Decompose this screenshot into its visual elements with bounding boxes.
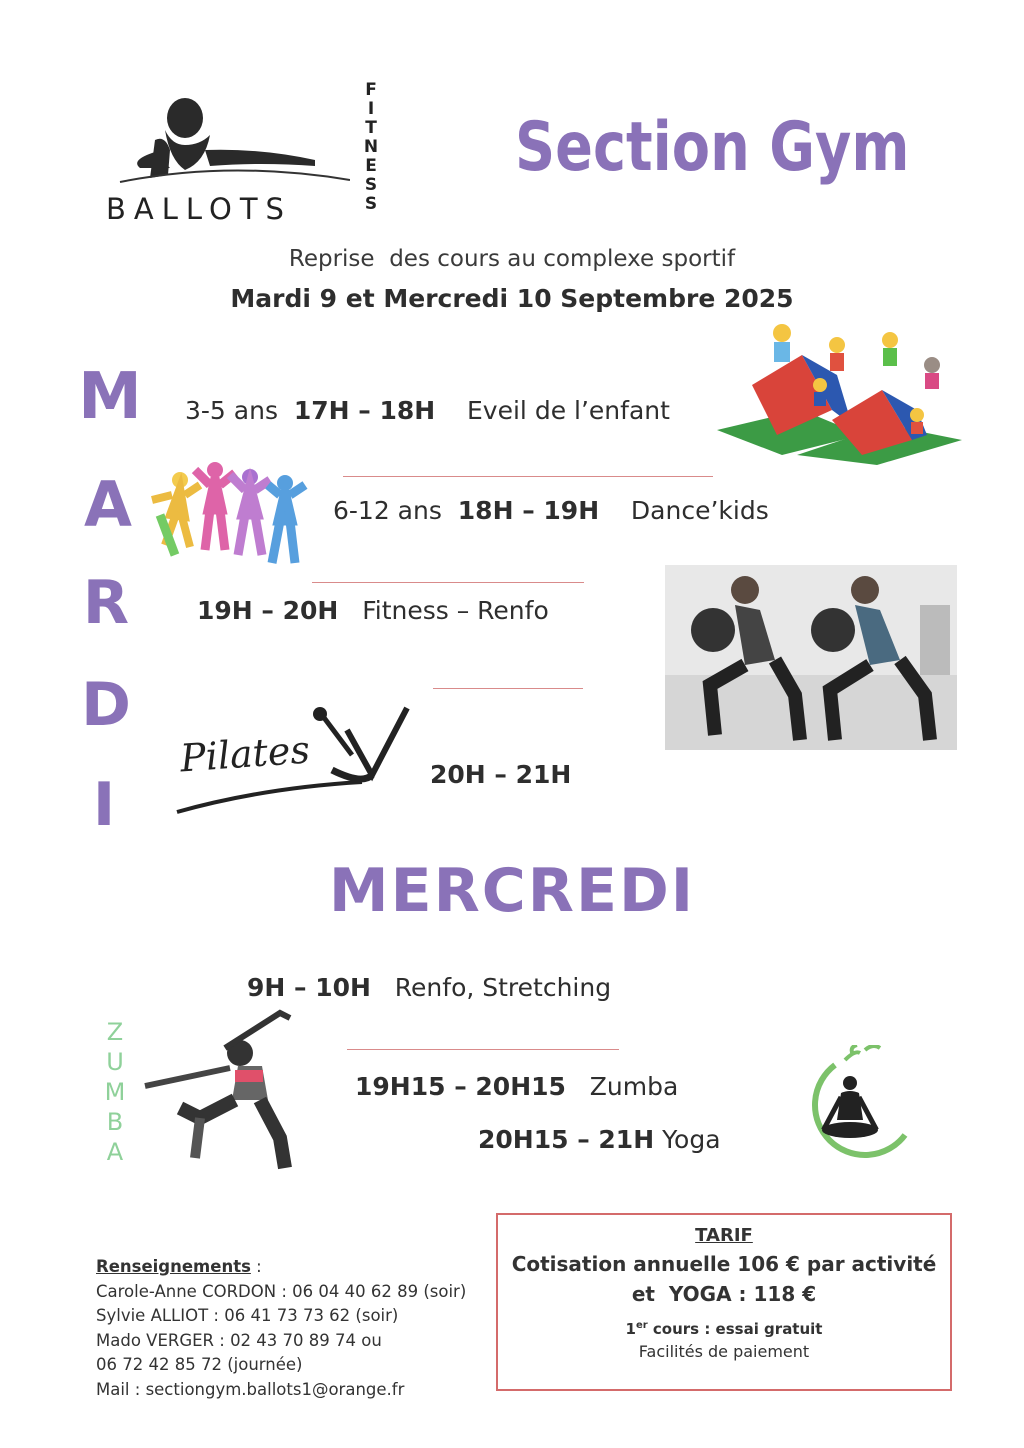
zumba-letter: U [106, 1048, 124, 1076]
logo-letter: E [365, 156, 377, 176]
mardi-letter: D [81, 670, 131, 740]
zumba-letter: A [106, 1138, 124, 1166]
pilates-logo [172, 700, 422, 820]
yoga-meditation-icon [805, 1045, 915, 1170]
page-title: Section Gym [515, 108, 910, 187]
contacts-heading-row [96, 1255, 466, 1280]
tarif-payment-line: Facilités de paiement [638, 1342, 810, 1361]
separator-line [312, 582, 584, 583]
contact-line: Mado VERGER : 02 43 70 89 74 ou [96, 1330, 382, 1350]
row-activity: Zumba [589, 1072, 679, 1101]
logo-letter: I [367, 99, 375, 119]
zumba-dancer-image [140, 1008, 315, 1173]
row-activity: Renfo, Stretching [394, 973, 612, 1002]
tarif-box [496, 1213, 952, 1391]
contact-email: Mail : sectiongym.ballots1@orange.fr [96, 1379, 405, 1399]
row-age: 6-12 ans [333, 496, 442, 525]
row-activity: Fitness – Renfo [362, 596, 549, 625]
mardi-letter: M [78, 360, 142, 434]
tarif-trial-line [498, 1320, 950, 1338]
mercredi-row-yoga [478, 1125, 721, 1154]
contacts-section [96, 1255, 466, 1402]
mardi-letter: R [82, 568, 130, 638]
mercredi-heading: MERCREDI [328, 856, 696, 926]
logo-letter: F [365, 80, 377, 100]
mardi-row-pilates [430, 760, 571, 789]
contacts-heading: Renseignements [96, 1257, 251, 1276]
mardi-row-eveil [185, 396, 670, 425]
logo-letter: S [364, 194, 378, 214]
mardi-row-fitness [197, 596, 549, 625]
row-activity: Eveil de l’enfant [467, 396, 670, 425]
intro-dates: Mardi 9 et Mercredi 10 Septembre 2025 [230, 284, 794, 313]
tarif-trial-prefix: 1 [625, 1320, 636, 1338]
intro-line: Reprise des cours au complexe sportif [288, 246, 736, 272]
tarif-heading: TARIF [695, 1225, 753, 1246]
contact-line: 06 72 42 85 72 (journée) [96, 1355, 303, 1374]
row-time: 19H15 – 20H15 [355, 1072, 566, 1101]
pilates-logo-text: Pilates [178, 727, 312, 781]
fitness-photo [665, 565, 957, 750]
logo-letter: N [363, 137, 379, 157]
row-age: 3-5 ans [185, 396, 278, 425]
tarif-trial-text: cours : essai gratuit [647, 1320, 823, 1338]
row-time: 18H – 19H [457, 496, 600, 525]
contacts-heading-suffix: : [250, 1257, 262, 1276]
contact-line: Carole-Anne CORDON : 06 04 40 62 89 (soir) [96, 1281, 467, 1301]
row-activity: Dance’kids [630, 496, 769, 525]
mercredi-row-zumba [355, 1072, 678, 1101]
row-time: 20H – 21H [430, 760, 572, 789]
separator-line [343, 476, 713, 477]
row-time: 9H – 10H [247, 973, 371, 1002]
athlete-silhouette-icon [110, 90, 350, 200]
kids-playground-image [712, 315, 967, 470]
ballots-fitness-logo [100, 80, 400, 230]
row-time: 20H15 – 21H [478, 1125, 655, 1154]
logo-letter: T [365, 118, 377, 138]
zumba-letter: M [104, 1078, 126, 1106]
logo-letter: S [364, 175, 378, 195]
zumba-letter: B [106, 1108, 124, 1136]
logo-brand-text: BALLOTS [106, 192, 292, 226]
separator-line [347, 1049, 619, 1050]
row-time: 19H – 20H [197, 596, 339, 625]
dancers-image [150, 455, 310, 570]
tarif-price-line: Cotisation annuelle 106 € par activité [511, 1252, 937, 1276]
mardi-letter: I [92, 770, 116, 840]
row-activity: Yoga [662, 1125, 721, 1154]
tarif-yoga-line: et YOGA : 118 € [631, 1282, 817, 1306]
tarif-trial-sup: er [635, 1320, 648, 1331]
mercredi-row-renfo [247, 973, 611, 1002]
zumba-letter: Z [106, 1018, 124, 1046]
mardi-row-dancekids [333, 496, 769, 525]
mardi-letter: A [84, 468, 132, 541]
separator-line [433, 688, 583, 689]
row-time: 17H – 18H [293, 396, 436, 425]
contact-line: Sylvie ALLIOT : 06 41 73 73 62 (soir) [96, 1306, 399, 1325]
